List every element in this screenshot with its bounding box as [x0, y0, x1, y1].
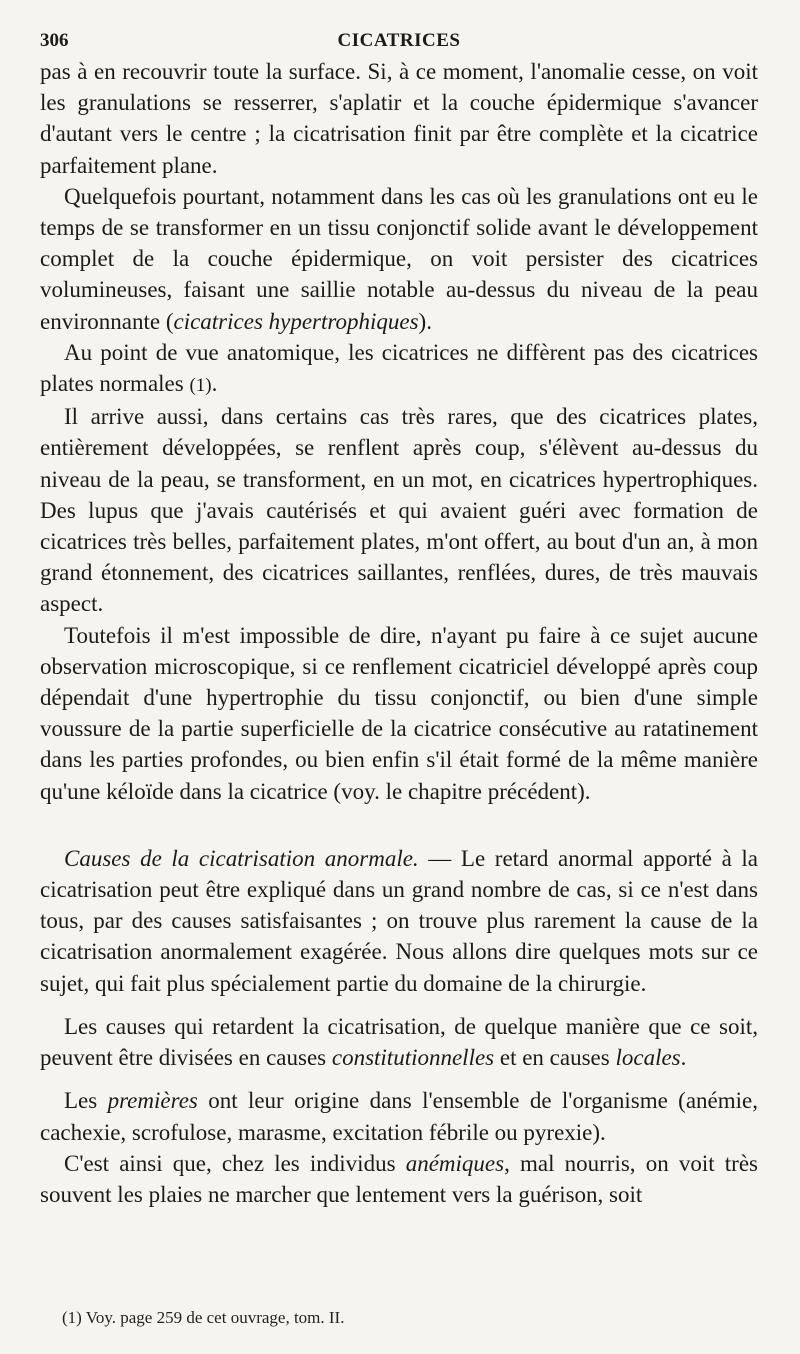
paragraph-7-text: Les causes qui retardent la cicatrisation, de quelque manière que ce soit, peuvent être divisées en causes: [40, 1013, 758, 1071]
paragraph-7: [40, 1011, 758, 1073]
paragraph-9: [40, 1148, 758, 1210]
paragraph-2-end: ).: [418, 308, 432, 334]
paragraph-2: [40, 181, 758, 337]
running-header: [40, 0, 758, 56]
footnote-reference: (1): [189, 375, 212, 397]
paragraph-8-start: Les: [64, 1088, 108, 1114]
footnote: (1) Voy. page 259 de cet ouvrage, tom. II.: [62, 1308, 345, 1327]
body-text: [40, 56, 758, 1210]
paragraph-7-mid: et en causes: [494, 1045, 616, 1071]
paragraph-3-text: Au point de vue anatomique, les cicatrices ne diffèrent pas des cicatrices plates normales: [40, 339, 758, 397]
paragraph-2-italic: cicatrices hypertrophiques: [173, 308, 419, 334]
paragraph-7-end: .: [680, 1045, 687, 1071]
paragraph-5: [40, 620, 758, 807]
paragraph-1-text: pas à en recouvrir toute la surface. Si, à ce moment, l'anomalie cesse, on voit les granulations se resserrer, s'aplatir et la couche épidermique s'avancer d'autant vers le centre ; la cicatrisation finit par être complète et la cicatrice parfaitement plane.: [40, 59, 758, 178]
paragraph-7-italic-1: constitutionnelles: [331, 1045, 495, 1071]
paragraph-7-italic-2: locales: [615, 1045, 681, 1071]
paragraph-2-text: Quelquefois pourtant, notamment dans les cas où les granulations ont eu le temps de se transformer en un tissu conjonctif solide avant le développement complet de la couche épidermique, on voit persister des cicatrices volumineuses, faisant une saillie notable au-dessus du niveau de la peau environnante (: [40, 183, 758, 334]
paragraph-6-text: — Le retard anormal apporté à la cicatrisation peut être expliqué dans un grand nombre de cas, si ce n'est dans tous, par des causes satisfaisantes ; on trouve plus rarement la cause de la cicatrisation anormalement exagérée. Nous allons dire quelques mots sur ce sujet, qui fait plus spécialement partie du domaine de la chirurgie.: [40, 845, 758, 996]
page-number: 306: [40, 30, 69, 51]
paragraph-4: [40, 401, 758, 619]
section-run-in-heading: Causes de la cicatrisation anormale.: [64, 845, 419, 871]
paragraph-9-start: C'est ainsi que, chez les individus: [64, 1150, 406, 1176]
paragraph-5-text: Toutefois il m'est impossible de dire, n'ayant pu faire à ce sujet aucune observation microscopique, si ce renflement cicatriciel développé après coup dépendait d'une hypertrophie du tissu conjonctif, ou bien d'une simple voussure de la partie superficielle de la cicatrice consécutive au ratatinement dans les parties profondes, ou bien enfin s'il était formé de la même manière qu'une kéloïde dans la cicatrice (voy. le chapitre précédent).: [40, 622, 758, 804]
paragraph-4-text: Il arrive aussi, dans certains cas très rares, que des cicatrices plates, entièrement développées, se renflent après coup, s'élèvent au-dessus du niveau de la peau, se transforment, en un mot, en cicatrices hypertrophiques. Des lupus que j'avais cautérisés et qui avaient guéri avec formation de cicatrices très belles, parfaitement plates, m'ont offert, au bout d'un an, à mon grand étonnement, des cicatrices saillantes, renflées, dures, de très mauvais aspect.: [40, 404, 758, 617]
paragraph-8: [40, 1085, 758, 1147]
running-title: CICATRICES: [337, 30, 461, 51]
paragraph-3-end: .: [211, 371, 218, 397]
paragraph-1: [40, 56, 758, 181]
paragraph-8-italic: premières: [107, 1088, 198, 1114]
paragraph-3: [40, 337, 758, 401]
paragraph-9-text: , mal nourris, on voit très souvent les plaies ne marcher que lentement vers la guérison, soit: [40, 1150, 758, 1207]
paragraph-6: [40, 843, 758, 999]
paragraph-8-text: ont leur origine dans l'ensemble de l'organisme (anémie, cachexie, scrofulose, marasme, excitation fébrile ou pyrexie).: [40, 1088, 759, 1145]
paragraph-9-italic: anémiques: [405, 1150, 505, 1176]
